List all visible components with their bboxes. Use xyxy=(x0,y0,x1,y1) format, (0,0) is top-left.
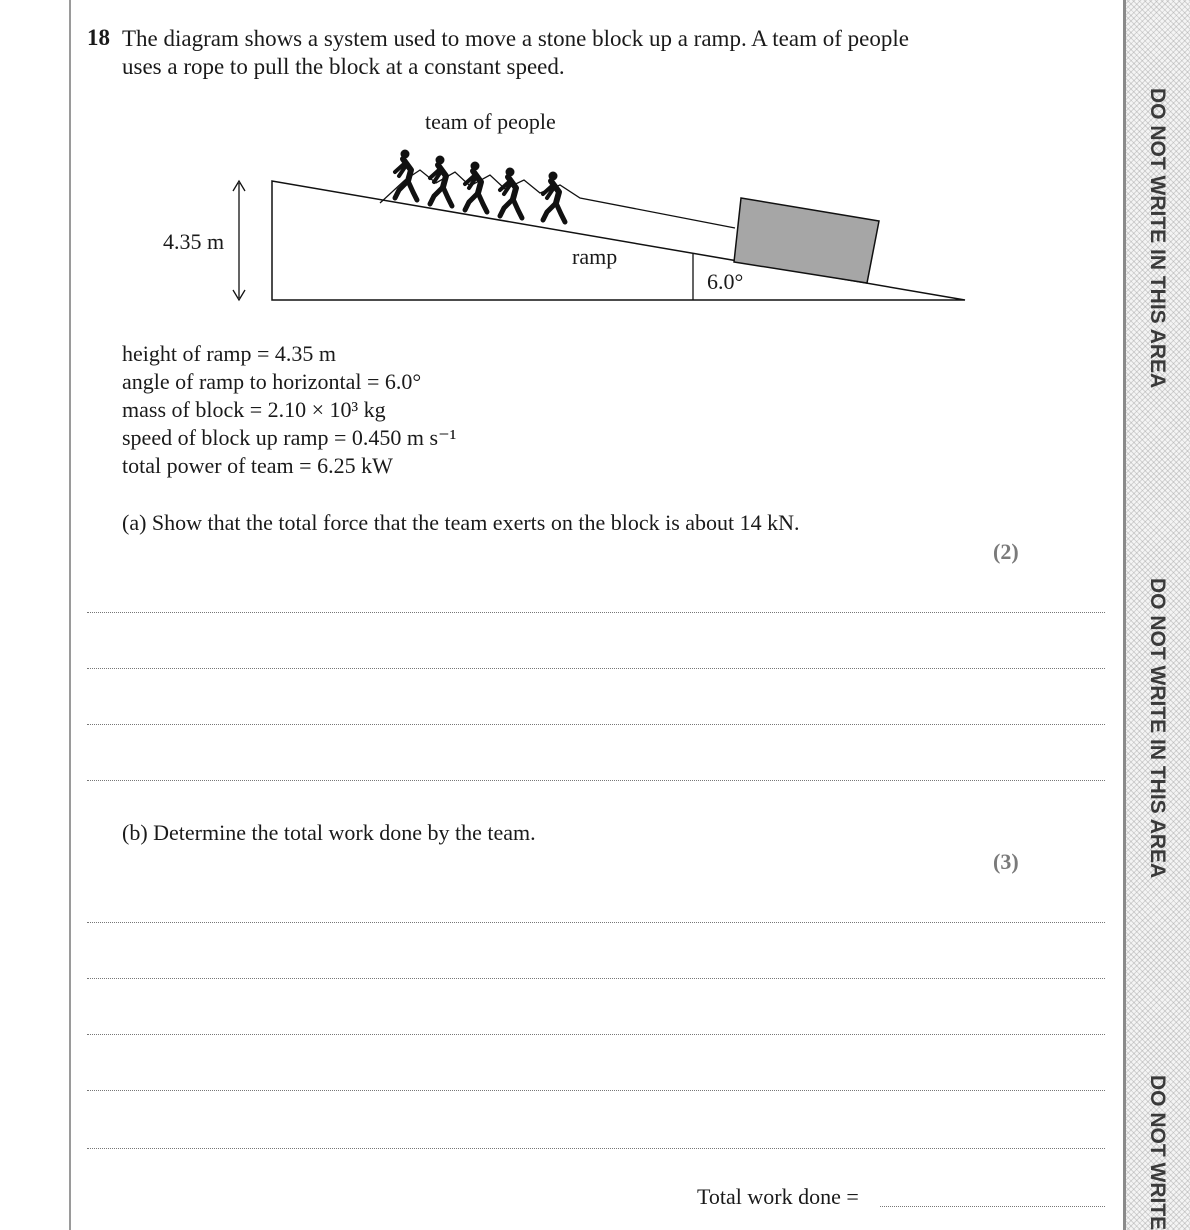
person-figure xyxy=(543,172,565,223)
question-number: 18 xyxy=(87,25,110,50)
part-b-question: (b) Determine the total work done by the team. xyxy=(122,820,536,845)
ramp-label: ramp xyxy=(572,244,618,269)
data-speed: speed of block up ramp = 0.450 m s⁻¹ xyxy=(122,425,457,450)
answer-line[interactable] xyxy=(87,1090,1105,1091)
part-a-marks: (2) xyxy=(993,539,1019,564)
data-height: height of ramp = 4.35 m xyxy=(122,341,337,366)
answer-line[interactable] xyxy=(87,780,1105,781)
sidebar-warning-3: DO NOT WRITE xyxy=(1146,1075,1169,1230)
person-figure xyxy=(500,168,522,219)
question-line-1: The diagram shows a system used to move a stone block up a ramp. A team of people xyxy=(122,26,909,51)
part-b-marks: (3) xyxy=(993,849,1019,874)
answer-line[interactable] xyxy=(87,668,1105,669)
sidebar-warning-1: DO NOT WRITE IN THIS AREA xyxy=(1146,88,1169,389)
data-angle: angle of ramp to horizontal = 6.0° xyxy=(122,369,422,394)
answer-line[interactable] xyxy=(87,978,1105,979)
answer-line[interactable] xyxy=(87,724,1105,725)
answer-line[interactable] xyxy=(87,612,1105,613)
given-data-list xyxy=(122,340,456,480)
angle-label: 6.0° xyxy=(707,269,744,294)
team-label: team of people xyxy=(425,109,556,134)
sidebar-warning-2: DO NOT WRITE IN THIS AREA xyxy=(1146,578,1169,879)
final-answer-line[interactable] xyxy=(880,1206,1105,1207)
height-label: 4.35 m xyxy=(163,229,225,254)
total-work-done-label: Total work done = xyxy=(697,1184,859,1209)
ramp-diagram xyxy=(0,0,1000,320)
part-a-question: (a) Show that the total force that the team exerts on the block is about 14 kN. xyxy=(122,510,800,535)
answer-line[interactable] xyxy=(87,922,1105,923)
sidebar-border xyxy=(1123,0,1126,1230)
person-figure xyxy=(465,162,487,213)
answer-line[interactable] xyxy=(87,1034,1105,1035)
question-line-2: uses a rope to pull the block at a constant speed. xyxy=(122,54,565,79)
data-mass: mass of block = 2.10 × 10³ kg xyxy=(122,397,386,422)
data-power: total power of team = 6.25 kW xyxy=(122,453,393,478)
answer-line[interactable] xyxy=(87,1148,1105,1149)
